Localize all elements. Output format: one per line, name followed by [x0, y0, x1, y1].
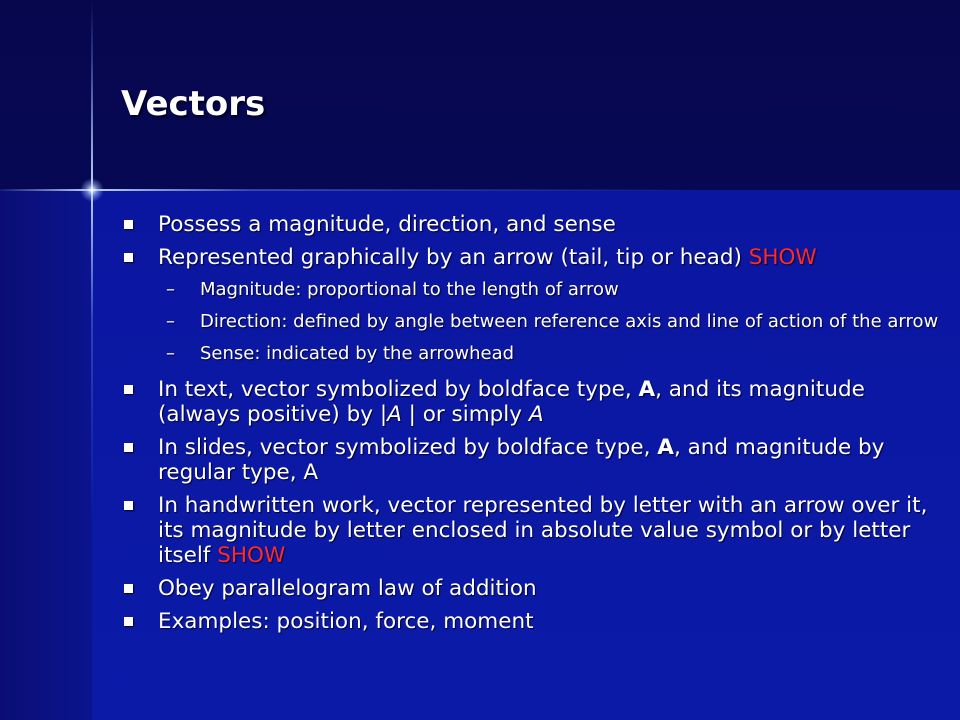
- show-link[interactable]: SHOW: [748, 245, 817, 270]
- dash-marker: –: [166, 279, 175, 300]
- bullet-text: Examples: position, force, moment: [158, 609, 534, 634]
- bullet-text: In text, vector symbolized by boldface type,: [158, 377, 639, 402]
- square-bullet-icon: [124, 385, 133, 394]
- italic-magnitude-symbol: A: [387, 402, 402, 427]
- dash-marker: –: [166, 311, 175, 332]
- square-bullet-icon: [124, 584, 133, 593]
- square-bullet-icon: [124, 617, 133, 626]
- square-bullet-icon: [124, 220, 133, 229]
- bullet-text-cont: , and magnitude by regular type, A: [158, 435, 885, 485]
- sub-bullet-text: Sense: indicated by the arrowhead: [200, 343, 515, 364]
- sparkle-horizontal-line: [0, 189, 960, 191]
- bullet-represented-graphically: [122, 245, 942, 270]
- sub-bullet-sense: [122, 342, 942, 365]
- show-link[interactable]: SHOW: [217, 543, 286, 568]
- bullet-examples: [122, 609, 942, 634]
- slide-title: Vectors: [121, 84, 266, 124]
- bullet-in-text: [122, 377, 942, 427]
- italic-magnitude-symbol-2: A: [528, 402, 544, 427]
- bullet-text-cont: , and its magnitude (always positive) by |: [158, 377, 865, 427]
- bold-vector-symbol: A: [638, 377, 656, 402]
- sub-bullet-magnitude: [122, 278, 942, 301]
- bullet-in-slides: [122, 435, 942, 485]
- bullet-text: Obey parallelogram law of addition: [158, 576, 537, 601]
- sub-bullet-text: Magnitude: proportional to the length of arrow: [200, 279, 619, 300]
- square-bullet-icon: [124, 501, 133, 510]
- bullet-text: In handwritten work, vector represented by letter with an arrow over it, its magnitude by letter enclosed in absolute value symbol or by letter itself: [158, 493, 928, 568]
- bullet-text: Possess a magnitude, direction, and sense: [158, 212, 616, 237]
- slide-body: [122, 212, 942, 642]
- bold-vector-symbol: A: [657, 435, 674, 460]
- bullet-handwritten: [122, 493, 942, 568]
- bullet-text: Represented graphically by an arrow (tail, tip or head): [158, 245, 749, 270]
- bullet-text: In slides, vector symbolized by boldface type,: [158, 435, 658, 460]
- sub-bullet-direction: [122, 310, 942, 333]
- sparkle-vertical-line: [91, 0, 93, 720]
- sparkle-star-icon: [80, 178, 104, 202]
- bullet-text-cont2: | or simply: [401, 402, 529, 427]
- sub-bullet-text: Direction: defined by angle between reference axis and line of action of the arrow: [200, 311, 939, 332]
- bullet-magnitude-direction-sense: [122, 212, 942, 237]
- bullet-parallelogram: [122, 576, 942, 601]
- square-bullet-icon: [124, 253, 133, 262]
- left-band: [0, 190, 92, 720]
- dash-marker: –: [166, 343, 175, 364]
- square-bullet-icon: [124, 443, 133, 452]
